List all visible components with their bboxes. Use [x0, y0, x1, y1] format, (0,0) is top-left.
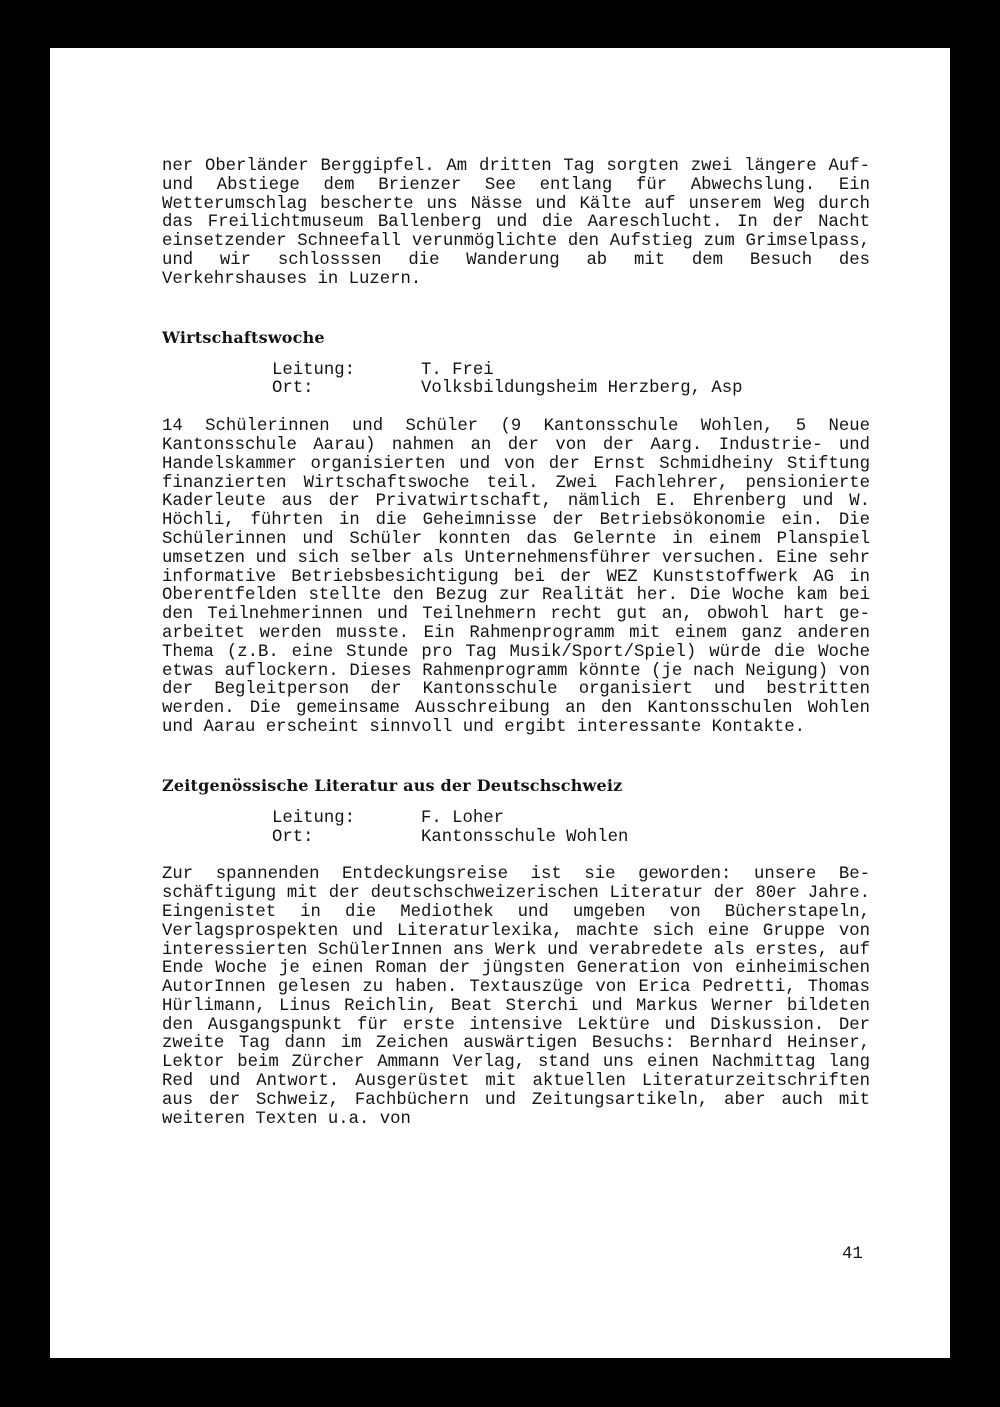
section-heading-literatur: Zeitgenössische Literatur aus der Deutschschweiz: [162, 775, 623, 795]
intro-paragraph: ner Oberländer Berggipfel. Am dritten Tag sorgten zwei längere Auf- und Abstiege dem Brienzer See entlang für Abwechslung. Ein Wetterumschlag bescherte uns Nässe und Kälte auf unserem Weg durch das Freilichtmuseum Ballenberg und die Aareschlucht. In der Nacht einsetzender Schneefall verunmöglichte den Aufstieg zum Grimselpass, und wir schlosssen die Wanderung ab mit dem Besuch des Verkehrshauses in Luzern.: [162, 157, 870, 289]
ort-row: [272, 380, 742, 399]
leitung-label: Leitung:: [272, 360, 355, 380]
leitung-label: Leitung:: [272, 808, 355, 828]
section-meta-literatur: [272, 810, 628, 848]
ort-row: [272, 829, 628, 848]
leitung-row: [272, 810, 628, 829]
page-number: 41: [842, 1245, 863, 1264]
document-page: [50, 48, 950, 1358]
ort-label: Ort:: [272, 379, 314, 399]
section-heading-wirtschaftswoche: Wirtschaftswoche: [162, 327, 325, 347]
section-body-literatur: Zur spannenden Entdeckungsreise ist sie geworden: unsere Beschäftigung mit der deutschschweizerischen Literatur der 80er Jahre. Eingenistet in die Mediothek und umgeben von Bücherstapeln, Verlagsprospekten und Literaturlexika, machte sich eine Gruppe von interessierten SchülerInnen ans Werk und verabredete als erstes, auf Ende Woche je einen Roman der jüngsten Generation von einheimischen AutorInnen gelesen zu haben. Textauszüge von Erica Pedretti, Thomas Hürlimann, Linus Reichlin, Beat Sterchi und Markus Werner bildeten den Ausgangspunkt für erste intensive Lektüre und Diskussion. Der zweite Tag dann im Zeichen auswärtigen Besuchs: Bernhard Heinser, Lektor beim Zürcher Ammann Verlag, stand uns einen Nachmittag lang Red und Antwort. Ausgerüstet mit aktuellen Literaturzeitschriften aus der Schweiz, Fachbüchern und Zeitungsartikeln, aber auch mit weiteren Texten u.a. von: [162, 865, 870, 1129]
leitung-value: T. Frei: [421, 360, 494, 380]
leitung-row: [272, 362, 742, 381]
section-body-wirtschaftswoche: 14 Schülerinnen und Schüler (9 Kantonsschule Wohlen, 5 Neue Kantonsschule Aarau) nahmen an der von der Aarg. Industrie- und Handelskammer organisierten und von der Ernst Schmidheiny Stiftung finanzierten Wirtschaftswoche teil. Zwei Fachlehrer, pensionierte Kaderleute aus der Privatwirtschaft, nämlich E. Ehrenberg und W. Höchli, führten in die Geheimnisse der Betriebsökonomie ein. Die Schülerinnen und Schüler konnten das Gelernte in einem Planspiel umsetzen und sich selber als Unternehmensführer versuchen. Eine sehr informative Betriebsbesichtigung bei der WEZ Kunststoffwerk AG in Oberentfelden stellte den Bezug zur Realität her. Die Woche kam bei den Teilnehmerinnen und Teilnehmern recht gut an, obwohl hart gearbeitet werden musste. Ein Rahmenprogramm mit einem ganz anderen Thema (z.B. eine Stunde pro Tag Musik/Sport/Spiel) würde die Woche etwas auflockern. Dieses Rahmenprogramm könnte (je nach Neigung) von der Begleitperson der Kantonsschule organisiert und bestritten werden. Die gemeinsame Ausschreibung an den Kantonsschulen Wohlen und Aarau erscheint sinnvoll und ergibt interessante Kontakte.: [162, 417, 870, 737]
page-content: [162, 158, 870, 1129]
ort-value: Volksbildungsheim Herzberg, Asp: [421, 379, 743, 399]
section-meta-wirtschaftswoche: [272, 362, 742, 400]
ort-value: Kantonsschule Wohlen: [421, 827, 629, 847]
ort-label: Ort:: [272, 827, 314, 847]
leitung-value: F. Loher: [421, 808, 504, 828]
